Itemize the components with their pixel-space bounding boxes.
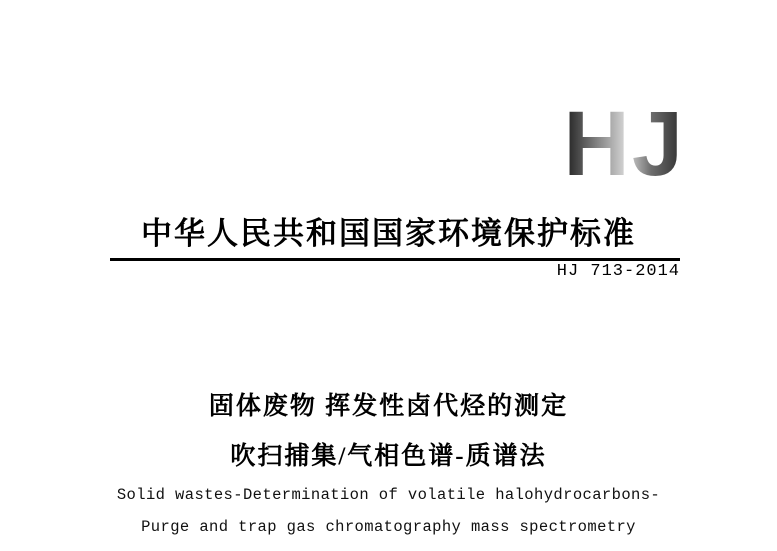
subject-title-cn-line1: 固体废物 挥发性卤代烃的测定 (208, 393, 569, 420)
title-divider-rule (110, 258, 680, 261)
subject-title-en-line1: Solid wastes-Determination of volatile halohydrocarbons- (116, 486, 661, 504)
subject-title-en-line2: Purge and trap gas chromatography mass spectrometry (141, 518, 636, 536)
subject-title-cn-line2: 吹扫捕集/气相色谱-质谱法 (230, 443, 547, 470)
hj-logo: HJ (563, 93, 685, 195)
standard-code: HJ 713-2014 (556, 262, 680, 281)
organization-title: 中华人民共和国国家环境保护标准 (141, 216, 636, 251)
